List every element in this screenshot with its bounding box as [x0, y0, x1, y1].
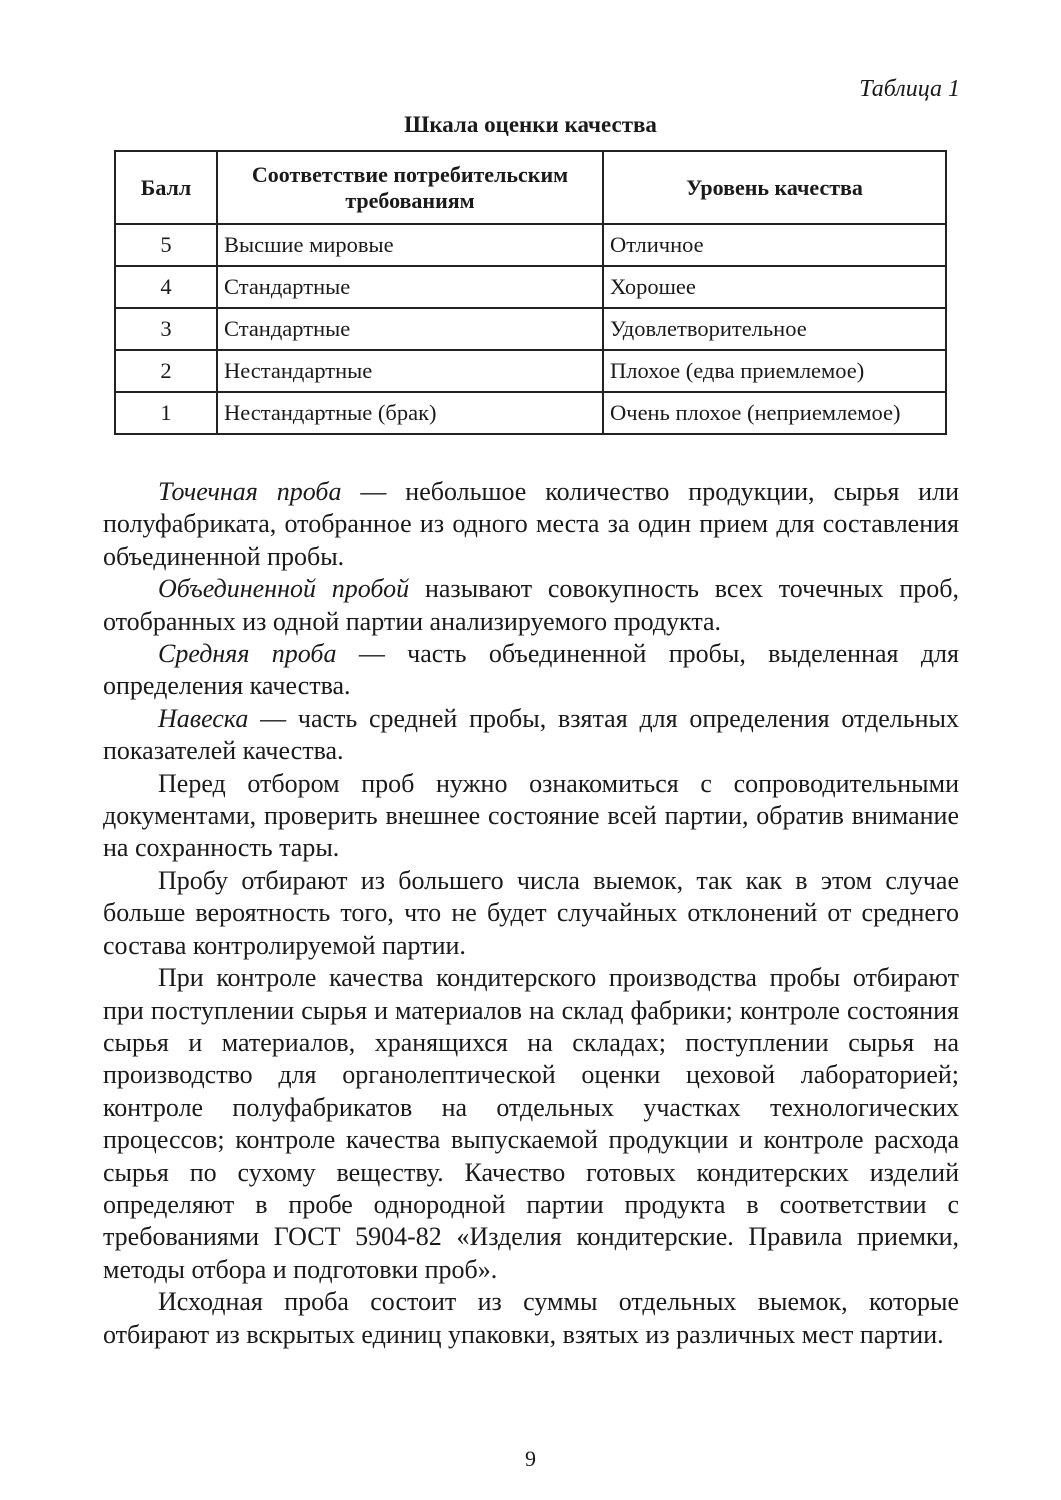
paragraph-text: Пробу отбирают из большего числа выемок, так как в этом случае больше вероятность того, что не будет случайных отклонений от среднего состава контролируемой партии. [103, 865, 959, 960]
cell-requirement: Нестандартные (брак) [217, 392, 603, 434]
page-number: 9 [525, 1446, 536, 1471]
paragraph-text: — часть объединенной пробы, выделенная для определения качества. [103, 639, 959, 701]
paragraph-text: При контроле качества кондитерского производства пробы отбирают при поступлении сырья и материалов на склад фабрики; контроле состояния сырья и материалов, хранящихся на складах; поступлении сырья на производство для органолептической оценки цеховой лабораторией; контроле полуфабрикатов на отдельных участках технологических процессов; контроле качества выпускаемой продукции и контроле расхода сырья по сухому веществу. Качество готовых кондитерских изделий определяют в пробе однородной партии продукта в соответствии с требованиями ГОСТ 5904-82 «Изделия кондитерские. Правила приемки, методы отбора и подготовки проб». [103, 963, 959, 1284]
paragraph-average-sample [103, 638, 959, 703]
paragraph-before-sampling [103, 768, 959, 865]
cell-quality: Плохое (едва приемлемое) [603, 350, 946, 392]
cell-requirement: Стандартные [217, 266, 603, 308]
header-requirement: Соответствие потребительским требованиям [217, 151, 603, 224]
header-quality: Уровень качества [603, 151, 946, 224]
body-text [103, 476, 959, 1351]
cell-score: 3 [115, 308, 217, 350]
cell-requirement: Стандартные [217, 308, 603, 350]
cell-quality: Удовлетворительное [603, 308, 946, 350]
table-title: Шкала оценки качества [404, 112, 657, 137]
quality-scale-table [114, 150, 947, 435]
paragraph-combined-sample [103, 573, 959, 638]
cell-score: 1 [115, 392, 217, 434]
table-row [115, 350, 946, 392]
cell-score: 4 [115, 266, 217, 308]
term: Навеска [158, 703, 249, 733]
paragraph-text: Перед отбором проб нужно ознакомиться с сопроводительными документами, проверить внешнее состояние всей партии, обратив внимание на сохранность тары. [103, 768, 959, 863]
term: Средняя проба [158, 639, 337, 669]
term: Точечная проба [158, 477, 342, 506]
cell-quality: Очень плохое (неприемлемое) [603, 392, 946, 434]
header-score: Балл [115, 151, 217, 224]
table-row [115, 308, 946, 350]
paragraph-weighed-portion [103, 703, 959, 768]
paragraph-text: — часть средней пробы, взятая для определения отдельных показателей качества. [103, 703, 959, 766]
paragraph-text: — небольшое количество продукции, сырья или полуфабриката, отобранное из одного места за один прием для составления объединенной пробы. [103, 477, 959, 571]
table-label: Таблица 1 [859, 76, 960, 102]
paragraph-text: называют совокупность всех точечных проб, отобранных из одной партии анализируемого продукта. [103, 574, 959, 636]
cell-requirement: Высшие мировые [217, 224, 603, 266]
cell-quality: Отличное [603, 224, 946, 266]
term: Объединенной пробой [158, 574, 410, 604]
cell-quality: Хорошее [603, 266, 946, 308]
paragraph-text: Исходная проба состоит из суммы отдельных выемок, которые отбирают из вскрытых единиц упаковки, взятых из различных мест партии. [103, 1287, 959, 1349]
cell-requirement: Нестандартные [217, 350, 603, 392]
table-header-row [115, 151, 946, 224]
table-row [115, 224, 946, 266]
paragraph-quality-control [103, 962, 959, 1286]
cell-score: 2 [115, 350, 217, 392]
table-row [115, 266, 946, 308]
table-row [115, 392, 946, 434]
cell-score: 5 [115, 224, 217, 266]
paragraph-point-sample [103, 476, 959, 573]
paragraph-sample-selection [103, 865, 959, 962]
paragraph-initial-sample [103, 1286, 959, 1351]
